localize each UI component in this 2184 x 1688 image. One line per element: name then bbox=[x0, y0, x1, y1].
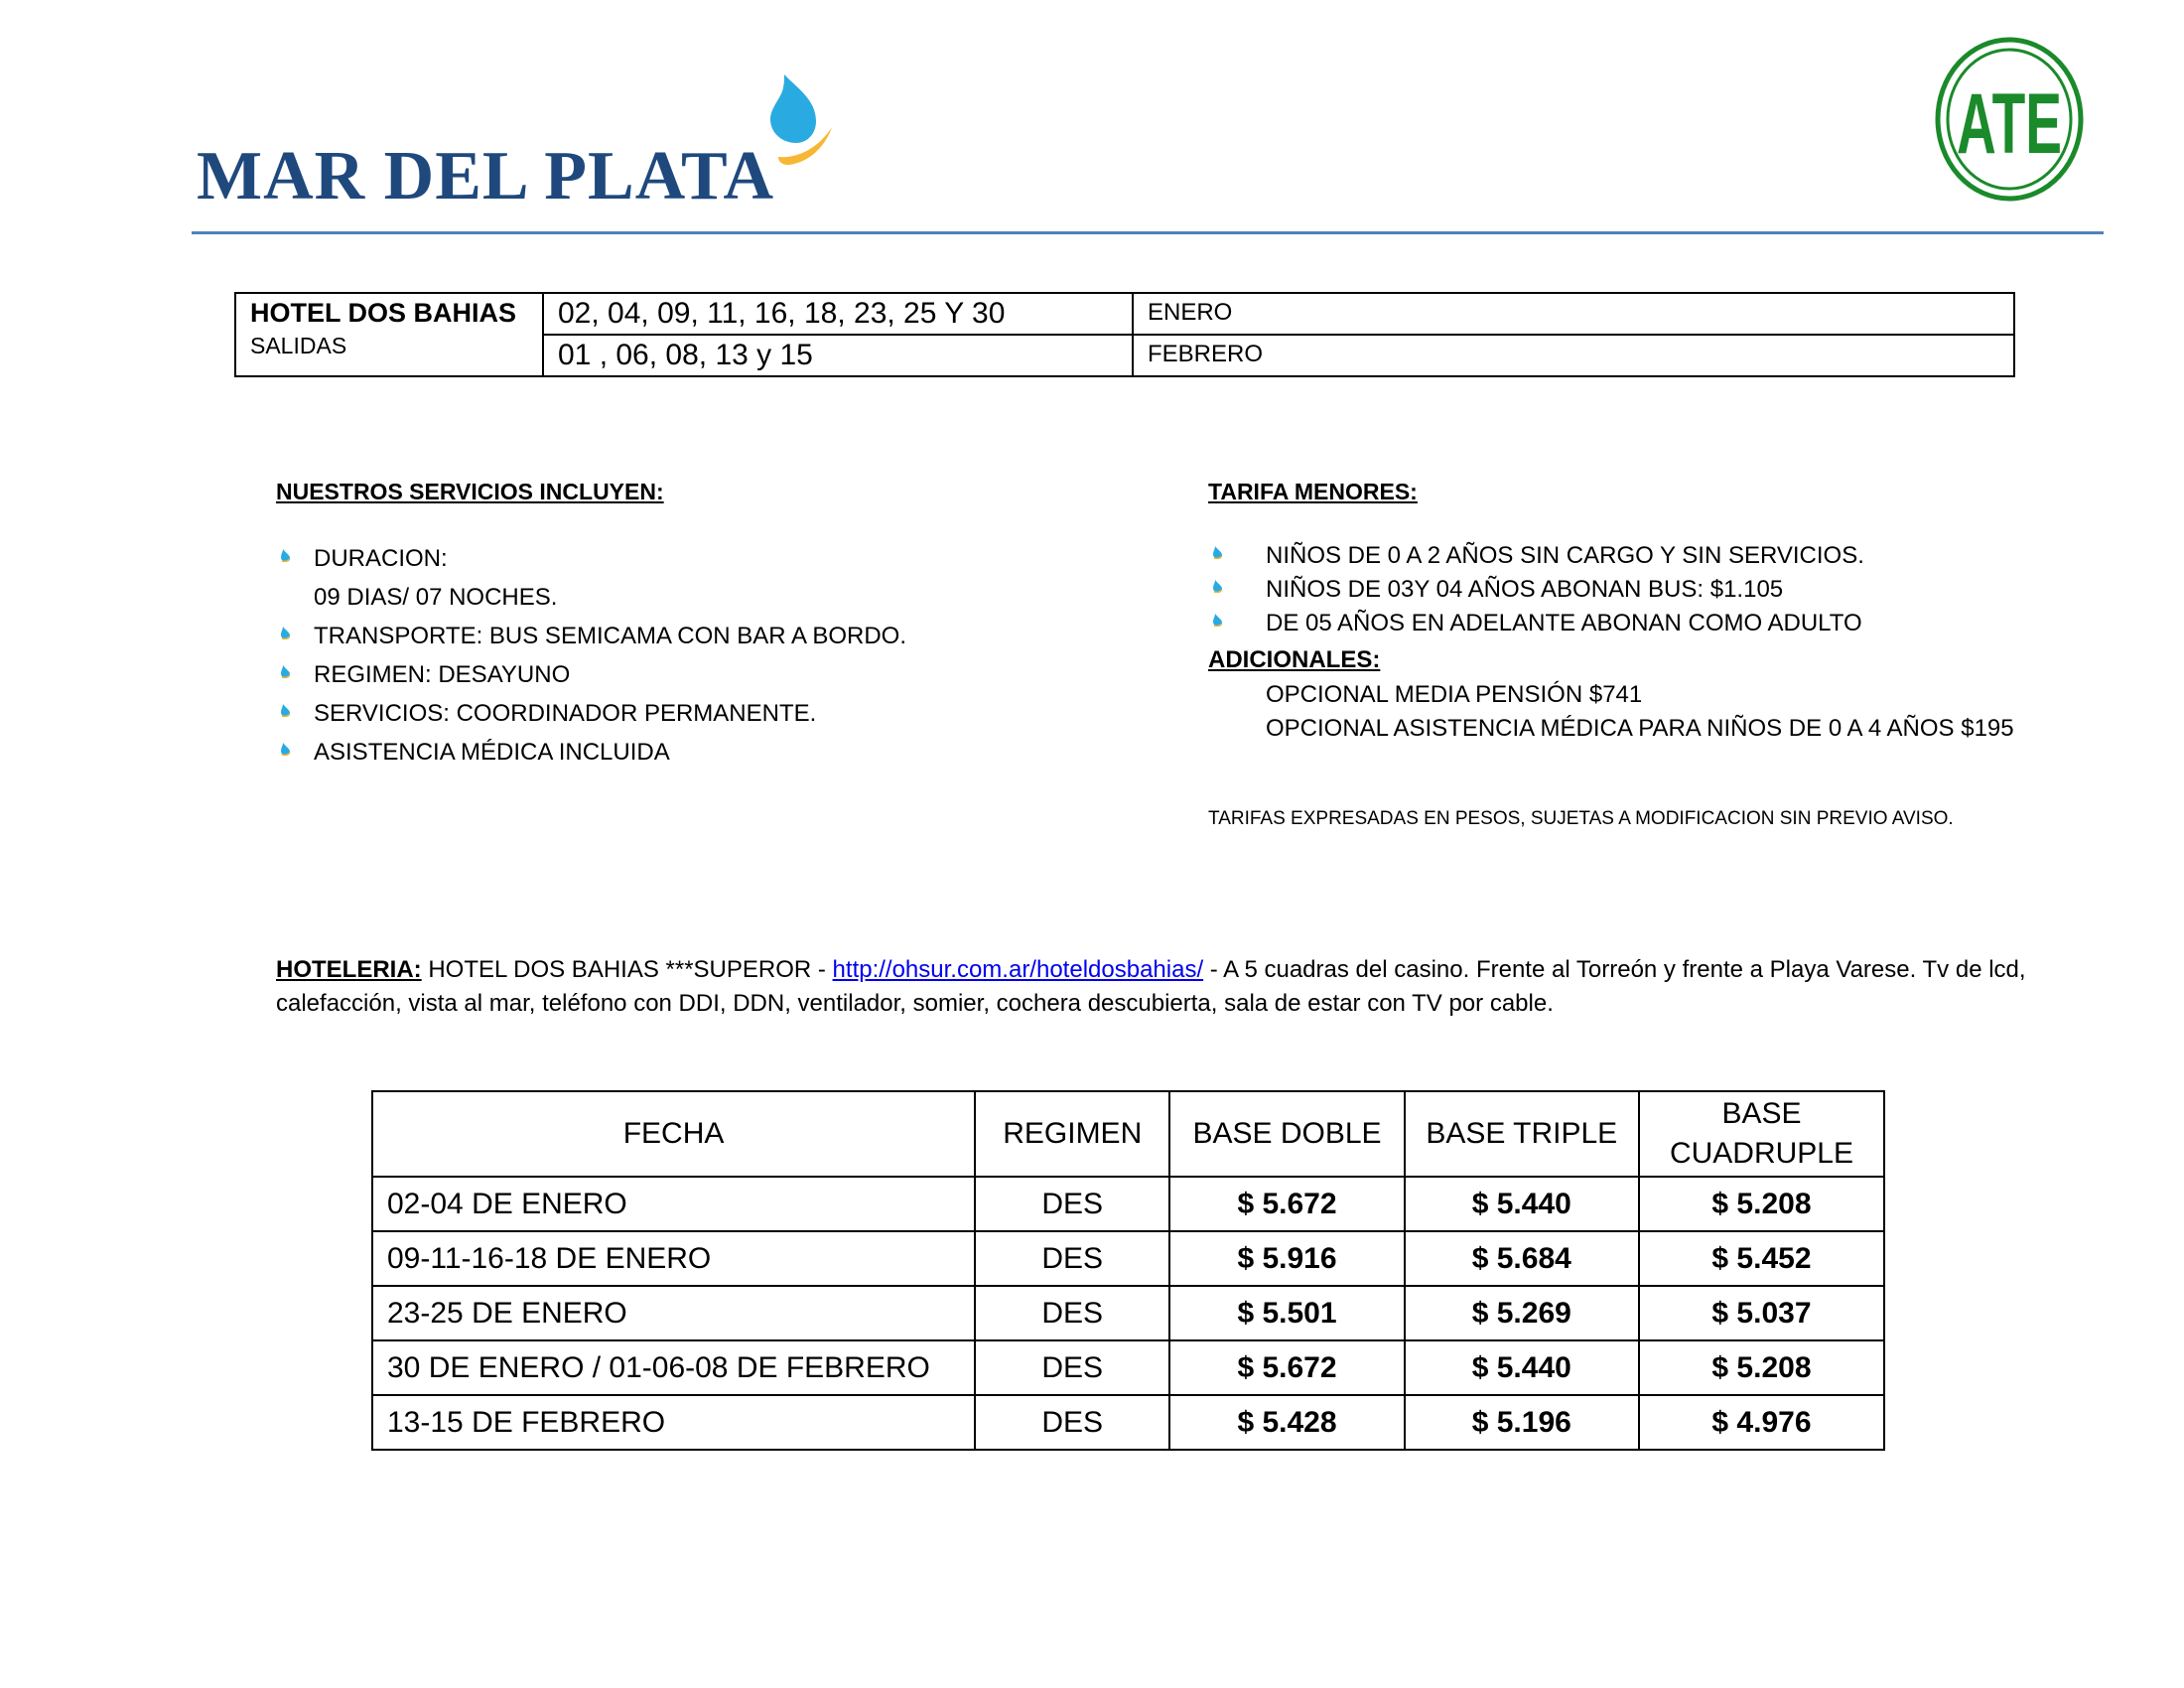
hoteleria-paragraph bbox=[276, 953, 2113, 1021]
drop-bullet-icon bbox=[280, 743, 291, 757]
table-row bbox=[372, 1231, 1884, 1286]
table-row bbox=[372, 1177, 1884, 1231]
column-header-regimen: REGIMEN bbox=[975, 1091, 1169, 1177]
header-divider bbox=[192, 231, 2104, 234]
list-item bbox=[276, 694, 906, 733]
servicio-text: REGIMEN: DESAYUNO bbox=[314, 661, 571, 688]
salidas-table bbox=[234, 292, 2015, 377]
price-doble: $ 5.428 bbox=[1169, 1395, 1404, 1450]
column-header-base-triple: BASE TRIPLE bbox=[1405, 1091, 1639, 1177]
fecha-cell: 23-25 DE ENERO bbox=[372, 1286, 975, 1340]
hotel-name: HOTEL DOS BAHIAS bbox=[250, 298, 517, 328]
tarifa-text: NIÑOS DE 03Y 04 AÑOS ABONAN BUS: $1.105 bbox=[1266, 576, 1784, 603]
table-header-row bbox=[372, 1091, 1884, 1177]
list-item: OPCIONAL MEDIA PENSIÓN $741 bbox=[1266, 681, 1643, 708]
price-triple: $ 5.440 bbox=[1405, 1340, 1639, 1395]
list-item bbox=[1208, 539, 1864, 573]
servicios-title: NUESTROS SERVICIOS INCLUYEN: bbox=[276, 479, 664, 504]
column-header-fecha: FECHA bbox=[372, 1091, 975, 1177]
tarifa-menores-list bbox=[1208, 539, 1864, 640]
svg-text:ATE: ATE bbox=[1957, 76, 2062, 172]
hoteleria-lead: HOTELERIA: bbox=[276, 956, 422, 983]
drop-bullet-icon bbox=[1212, 614, 1223, 628]
drop-bullet-icon bbox=[280, 704, 291, 718]
column-header-base-doble: BASE DOBLE bbox=[1169, 1091, 1404, 1177]
drop-bullet-icon bbox=[280, 627, 291, 640]
price-cuadruple: $ 5.037 bbox=[1639, 1286, 1884, 1340]
departure-dates: 01 , 06, 08, 13 y 15 bbox=[543, 335, 1133, 376]
drop-bullet-icon bbox=[280, 549, 291, 563]
price-triple: $ 5.684 bbox=[1405, 1231, 1639, 1286]
regimen-cell: DES bbox=[975, 1177, 1169, 1231]
adicionales-list bbox=[1266, 678, 2014, 746]
regimen-cell: DES bbox=[975, 1286, 1169, 1340]
servicio-text: TRANSPORTE: BUS SEMICAMA CON BAR A BORDO. bbox=[314, 623, 907, 649]
drop-bullet-icon bbox=[280, 665, 291, 679]
price-doble: $ 5.916 bbox=[1169, 1231, 1404, 1286]
drop-bullet-icon bbox=[1212, 546, 1223, 560]
price-doble: $ 5.672 bbox=[1169, 1340, 1404, 1395]
list-item: OPCIONAL ASISTENCIA MÉDICA PARA NIÑOS DE 0 A 4 AÑOS $195 bbox=[1266, 715, 2014, 742]
hotel-name-text: HOTEL DOS BAHIAS ***SUPEROR - bbox=[421, 956, 833, 983]
servicios-list bbox=[276, 539, 906, 772]
price-triple: $ 5.440 bbox=[1405, 1177, 1639, 1231]
fecha-cell: 02-04 DE ENERO bbox=[372, 1177, 975, 1231]
price-doble: $ 5.501 bbox=[1169, 1286, 1404, 1340]
tarifa-text: NIÑOS DE 0 A 2 AÑOS SIN CARGO Y SIN SERVICIOS. bbox=[1266, 542, 1864, 569]
list-item bbox=[276, 617, 906, 655]
departure-month: ENERO bbox=[1133, 293, 2014, 335]
tarifa-text: DE 05 AÑOS EN ADELANTE ABONAN COMO ADULTO bbox=[1266, 610, 1862, 636]
price-cuadruple: $ 5.452 bbox=[1639, 1231, 1884, 1286]
servicio-text: SERVICIOS: COORDINADOR PERMANENTE. bbox=[314, 700, 817, 727]
hotel-link[interactable]: http://ohsur.com.ar/hoteldosbahias/ bbox=[832, 956, 1204, 983]
price-cuadruple: $ 5.208 bbox=[1639, 1340, 1884, 1395]
water-drop-logo-icon bbox=[766, 70, 846, 169]
list-item bbox=[1208, 607, 1864, 640]
servicio-text: ASISTENCIA MÉDICA INCLUIDA bbox=[314, 739, 670, 766]
tarifas-note: TARIFAS EXPRESADAS EN PESOS, SUJETAS A MODIFICACION SIN PREVIO AVISO. bbox=[1208, 808, 1954, 829]
adicionales-title: ADICIONALES: bbox=[1208, 646, 1381, 673]
page-title: MAR DEL PLATA bbox=[197, 138, 775, 214]
price-cuadruple: $ 4.976 bbox=[1639, 1395, 1884, 1450]
price-triple: $ 5.196 bbox=[1405, 1395, 1639, 1450]
ate-logo bbox=[1934, 36, 2085, 203]
table-row bbox=[372, 1286, 1884, 1340]
departure-month: FEBRERO bbox=[1133, 335, 2014, 376]
regimen-cell: DES bbox=[975, 1395, 1169, 1450]
fecha-cell: 13-15 DE FEBRERO bbox=[372, 1395, 975, 1450]
hotel-cell bbox=[235, 293, 543, 376]
fecha-cell: 09-11-16-18 DE ENERO bbox=[372, 1231, 975, 1286]
drop-bullet-icon bbox=[1212, 580, 1223, 594]
table-row bbox=[235, 293, 2014, 335]
departure-dates: 02, 04, 09, 11, 16, 18, 23, 25 Y 30 bbox=[543, 293, 1133, 335]
price-triple: $ 5.269 bbox=[1405, 1286, 1639, 1340]
price-cuadruple: $ 5.208 bbox=[1639, 1177, 1884, 1231]
list-item bbox=[1208, 573, 1864, 607]
regimen-cell: DES bbox=[975, 1340, 1169, 1395]
tarifa-menores-title: TARIFA MENORES: bbox=[1208, 479, 1418, 504]
price-doble: $ 5.672 bbox=[1169, 1177, 1404, 1231]
list-item bbox=[276, 733, 906, 772]
salidas-label: SALIDAS bbox=[250, 333, 347, 358]
column-header-base-cuadruple: BASE CUADRUPLE bbox=[1639, 1091, 1884, 1177]
price-table bbox=[371, 1090, 1885, 1451]
fecha-cell: 30 DE ENERO / 01-06-08 DE FEBRERO bbox=[372, 1340, 975, 1395]
hotel-description: - A 5 cuadras del casino. Frente al Torreón y frente a Playa Varese. Tv de lcd, calefacción, vista al mar, teléfono con DDI, DDN, ventilador, somier, cochera descubierta, sala de estar con TV por cable. bbox=[276, 956, 2026, 1017]
duracion-value: 09 DIAS/ 07 NOCHES. bbox=[314, 584, 558, 611]
table-row bbox=[372, 1340, 1884, 1395]
list-item bbox=[276, 655, 906, 694]
regimen-cell: DES bbox=[975, 1231, 1169, 1286]
duracion-label: DURACION: bbox=[314, 545, 448, 572]
table-row bbox=[372, 1395, 1884, 1450]
list-item bbox=[276, 539, 906, 578]
